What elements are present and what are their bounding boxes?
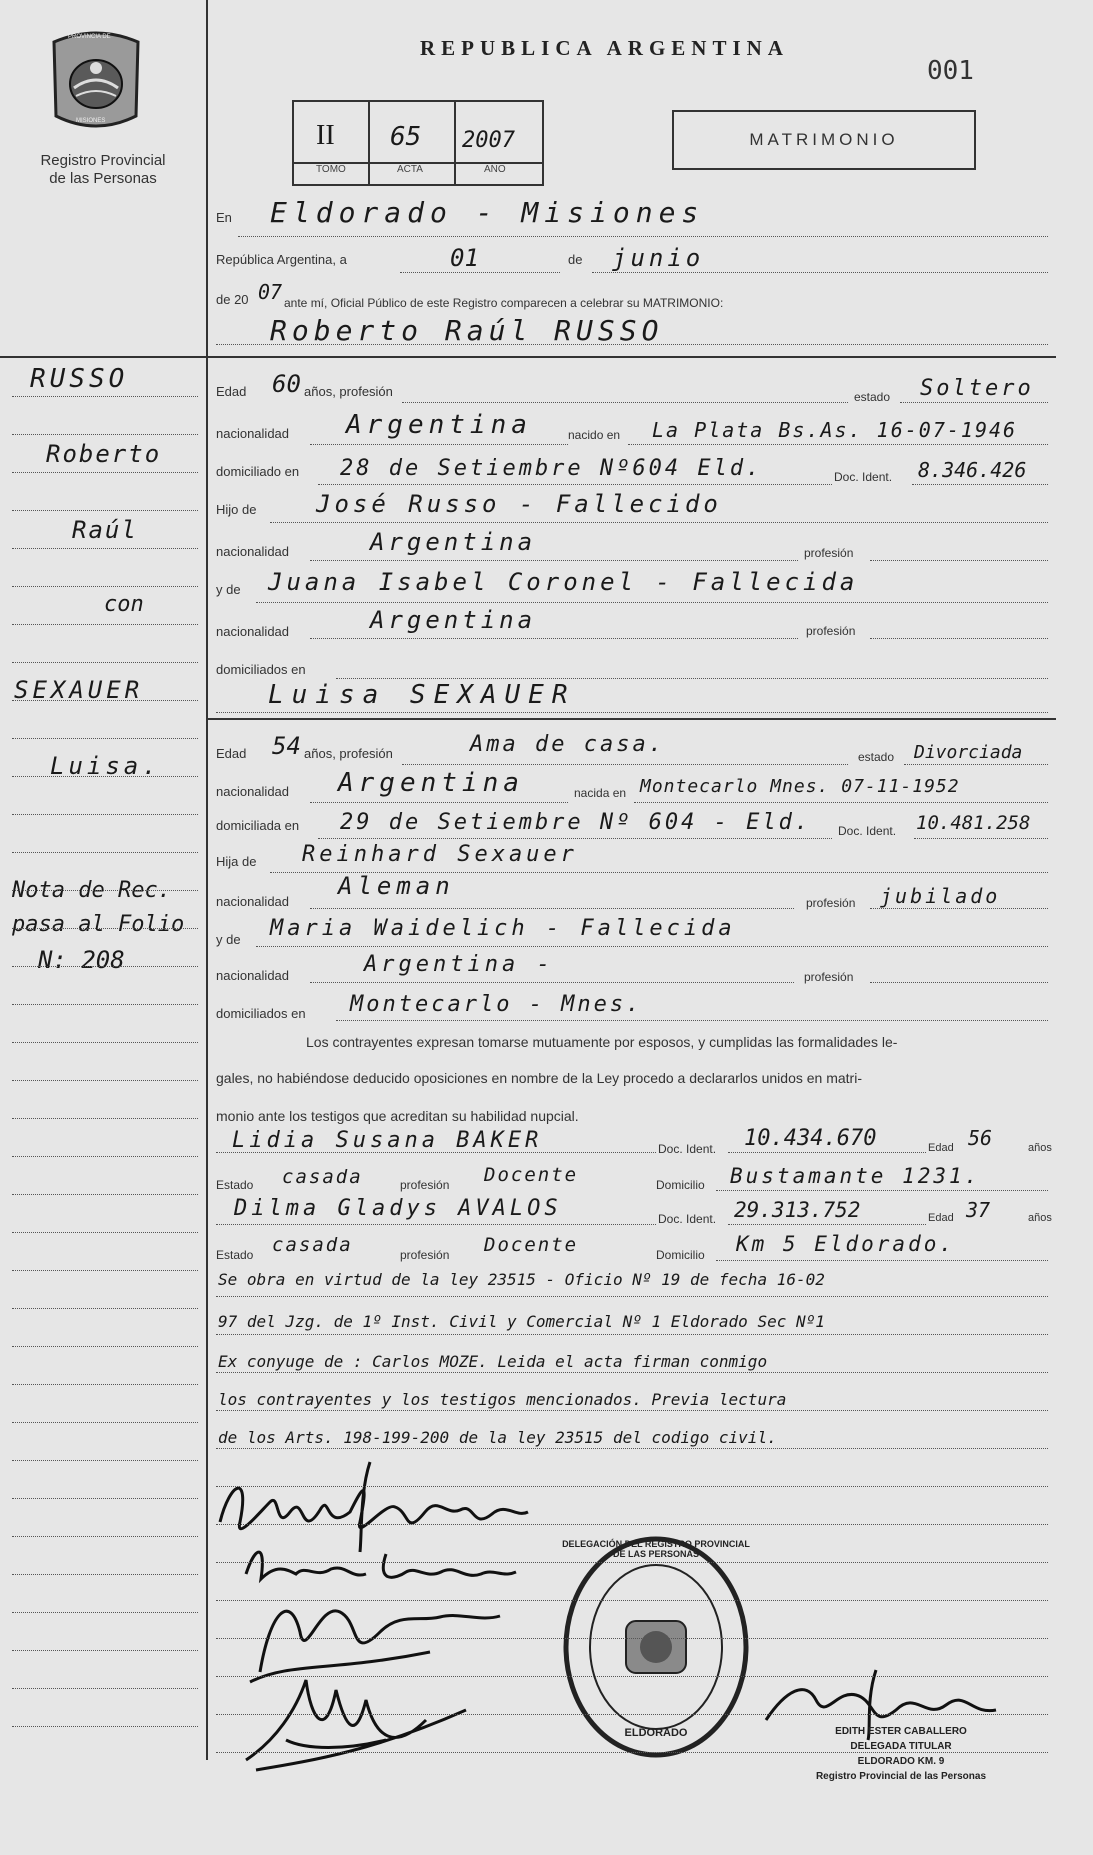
bride-nationality: Argentina [338, 768, 524, 798]
ceremony-year: 07 [258, 280, 283, 304]
margin-rule-line [12, 1042, 198, 1043]
certificate-page: PROVINCIA DE MISIONES Registro Provincial de las Personas REPUBLICA ARGENTINA 001 II 65 2007 TOMO ACTA AÑO MATRIMONIO En Eldorado - Misiones República Argentina, a 01 de junio de 20 07 ante mí, Oficial Público de este Registro comparecen a celebrar su MATRIMONIO: Roberto Raúl RUSSO RUSSO Roberto Raúl con SEXAUER Luisa. Nota de Rec. pasa al Folio N: 208 Edad 60 años, profesión estado Soltero nacionalidad Argentina nacido en La Plata Bs.As. 16-07-1946 domiciliado en 28 de Setiembre Nº604 Eld. Doc. Ident. 8.346.426 Hijo de José Russo - Fallecido nacionalidad Argentina profesión y de Juana Isabel Coronel - Fallecida nacionalidad Argentina profesión domiciliados en Luisa SEXAUER Edad 54 años, profesión Ama de casa. estado Divorciada nacionalidad Argentina nacida en Montecarlo Mnes. 07-11-1952 domiciliada en 29 de Setiembre Nº 604 - Eld. Doc. Ident. 10.481.258 Hija de Reinhard Sexauer nacionalidad Aleman profesión jubilado y de Maria Waidelich - Fallecida nacionalidad Argentina - profesión domiciliados en Montecarlo - Mnes. Los contrayentes expresan tomarse mutuamente por esposos, y cumplidas las formalidades le- gales, no habiéndose deducido oposiciones en nombre de la Ley procedo a declararlos unidos en matri- monio ante los testigos que acreditan su habilidad nupcial. Lidia Susana BAKER Doc. Ident. 10.434.670 Edad 56 años Estado casada profesión Docente Domicilio Bustamante 1231. Dilma Gladys AVALOS Doc. Ident. 29.313.752 Edad 37 años Estado casada profesión Docente Domicilio Km 5 Eldorado. Se obra en virtud de la ley 23515 - Oficio Nº 19 de fecha 16-02 97 del Jzg. de 1º Inst. Civil y Comercial Nº 1 Eldorado Sec Nº1 Ex conyuge de : Carlos MOZE. Leida el acta firman conmigo los contrayentes y los testigos mencionados. Previa lectura de los Arts. 198-199-200 de la ley 23515 del codigo civil. DELEGACIÓN DEL REGISTRO PROVINCIAL DE LAS PERSONAS ELDORADO EDITH ESTER CABALLERO DELEGADA TITULAR ELDORADO KM. 9 Registro Provincial de las Personas [0, 0, 1093, 1855]
note-line-1: Se obra en virtud de la ley 23515 - Oficio Nº 19 de fecha 16-02 [218, 1270, 825, 1289]
declaration-line3: monio ante los testigos que acreditan su habilidad nupcial. [216, 1108, 579, 1124]
margin-rule-line [12, 1232, 198, 1233]
body-rule-line [216, 1410, 1048, 1411]
margin-rule-line [12, 738, 198, 739]
body-rule-line [216, 1752, 1048, 1753]
volume-record-year-box: II 65 2007 TOMO ACTA AÑO [292, 100, 544, 186]
witness2-status: casada [272, 1234, 353, 1256]
official-title: DELEGADA TITULAR [850, 1741, 952, 1752]
witness1-address: Bustamante 1231. [730, 1164, 981, 1188]
bride-mother: Maria Waidelich - Fallecida [270, 916, 736, 941]
note-line-5: de los Arts. 198-199-200 de la ley 23515 del codigo civil. [218, 1428, 777, 1447]
margin-groom-name2: Raúl [72, 516, 138, 544]
bride-father-profession: jubilado [880, 884, 1001, 908]
margin-rule-line [12, 1346, 198, 1347]
margin-rule-line [12, 1004, 198, 1005]
margin-rule-line [12, 1460, 198, 1461]
body-rule-line [216, 1562, 1048, 1563]
margin-rule-line [12, 1194, 198, 1195]
margin-rule-line [12, 890, 198, 891]
margin-bride-surname: SEXAUER [14, 676, 144, 704]
note-line-2: 97 del Jzg. de 1º Inst. Civil y Comercial Nº 1 Eldorado Sec Nº1 [218, 1312, 825, 1331]
registry-stamp [560, 1535, 752, 1760]
bride-doc-id: 10.481.258 [916, 812, 1031, 834]
witness2-profession: Docente [484, 1234, 579, 1256]
margin-rule-line [12, 814, 198, 815]
margin-rule-line [12, 1080, 198, 1081]
margin-rule-line [12, 1156, 198, 1157]
document-number: 001 [927, 56, 974, 86]
groom-mother: Juana Isabel Coronel - Fallecida [268, 568, 859, 596]
body-rule-line [216, 1486, 1048, 1487]
groom-doc-id: 8.346.426 [918, 458, 1027, 482]
ceremony-day: 01 [450, 244, 479, 272]
margin-rule [0, 356, 206, 358]
witness2-age: 37 [966, 1198, 991, 1222]
margin-rule-line [12, 1384, 198, 1385]
margin-con: con [104, 592, 144, 617]
margin-rule-line [12, 662, 198, 663]
bride-age: 54 [272, 732, 301, 760]
groom-age: 60 [272, 370, 301, 398]
margin-note-line3: N: 208 [38, 946, 125, 974]
groom-father-nationality: Argentina [370, 528, 537, 556]
margin-rule-line [12, 586, 198, 587]
province-seal: PROVINCIA DE MISIONES [48, 28, 144, 134]
margin-rule-line [12, 434, 198, 435]
witness2-name: Dilma Gladys AVALOS [234, 1196, 562, 1221]
section-rule-groom [206, 356, 1056, 358]
note-line-4: los contrayentes y los testigos mencionados. Previa lectura [218, 1390, 787, 1409]
margin-rule-line [12, 1726, 198, 1727]
margin-divider [206, 0, 208, 1760]
official-office: ELDORADO KM. 9 [857, 1756, 945, 1767]
record-type-box [672, 110, 976, 170]
margin-groom-name1: Roberto [46, 440, 162, 468]
bride-profession: Ama de casa. [470, 732, 665, 757]
registry-name: Registro Provincial de las Personas [40, 152, 166, 187]
body-rule-line [216, 1714, 1048, 1715]
note-line-3: Ex conyuge de : Carlos MOZE. Leida el acta firman conmigo [218, 1352, 768, 1371]
bride-father: Reinhard Sexauer [302, 842, 578, 867]
groom-father: José Russo - Fallecido [316, 490, 722, 518]
official-name: EDITH ESTER CABALLERO [835, 1726, 967, 1737]
margin-rule-line [12, 1574, 198, 1575]
margin-rule-line [12, 472, 198, 473]
bride-marital-status: Divorciada [914, 742, 1023, 763]
witness2-address: Km 5 Eldorado. [736, 1232, 956, 1256]
witness2-signature [226, 1650, 486, 1780]
body-rule-line [216, 1448, 1048, 1449]
acta-value: 65 [390, 122, 422, 152]
margin-rule-line [12, 548, 198, 549]
margin-note-line1: Nota de Rec. [12, 878, 171, 903]
ceremony-place: Eldorado - Misiones [270, 196, 705, 229]
witness1-status: casada [282, 1166, 363, 1188]
witness1-profession: Docente [484, 1164, 579, 1186]
country-title: REPUBLICA ARGENTINA [420, 36, 789, 60]
bride-birth-place-date: Montecarlo Mnes. 07-11-1952 [640, 776, 960, 797]
groom-full-name: Roberto Raúl RUSSO [270, 314, 664, 347]
margin-rule-line [12, 928, 198, 929]
bride-father-nationality: Aleman [338, 872, 455, 900]
margin-rule-line [12, 1308, 198, 1309]
bride-full-name: Luisa SEXAUER [268, 680, 576, 710]
bride-parents-address: Montecarlo - Mnes. [350, 992, 643, 1017]
margin-rule-line [12, 966, 198, 967]
margin-rule-line [12, 1612, 198, 1613]
body-rule-line [216, 1296, 1048, 1297]
margin-bride-name: Luisa. [50, 752, 161, 780]
margin-rule-line [12, 510, 198, 511]
groom-marital-status: Soltero [920, 376, 1034, 401]
margin-rule-line [12, 1650, 198, 1651]
record-type: MATRIMONIO [749, 130, 899, 149]
official-registry: Registro Provincial de las Personas [815, 1771, 987, 1782]
margin-rule-line [12, 852, 198, 853]
margin-rule-line [12, 776, 198, 777]
bride-address: 29 de Setiembre Nº 604 - Eld. [340, 810, 812, 835]
margin-rule-line [12, 1688, 198, 1689]
margin-rule-line [12, 1270, 198, 1271]
witness1-age: 56 [968, 1126, 993, 1150]
body-rule-line [216, 1638, 1048, 1639]
body-rule-line [216, 1676, 1048, 1677]
tomo-value: II [316, 120, 335, 151]
witness1-name: Lidia Susana BAKER [232, 1128, 543, 1153]
margin-rule-line [12, 700, 198, 701]
body-rule-line [216, 1600, 1048, 1601]
stamp-ring-text: DELEGACIÓN DEL REGISTRO PROVINCIAL DE LAS PERSONAS [562, 1539, 750, 1559]
witness1-doc-id: 10.434.670 [744, 1126, 877, 1151]
margin-rule-line [12, 1498, 198, 1499]
margin-groom-surname: RUSSO [30, 364, 129, 394]
section-rule-bride [206, 718, 1056, 720]
ceremony-month: junio [612, 244, 705, 272]
margin-rule-line [12, 624, 198, 625]
body-rule-line [216, 1524, 1048, 1525]
margin-rule-line [12, 1118, 198, 1119]
margin-note-line2: pasa al Folio [12, 912, 185, 937]
stamp-city: ELDORADO [624, 1727, 688, 1739]
margin-rule-line [12, 1536, 198, 1537]
witness2-doc-id: 29.313.752 [734, 1198, 861, 1222]
groom-address: 28 de Setiembre Nº604 Eld. [340, 456, 763, 481]
declaration-line1: Los contrayentes expresan tomarse mutuamente por esposos, y cumplidas las formalidades le- [306, 1034, 898, 1050]
margin-rule-line [12, 396, 198, 397]
official-block [786, 1724, 1016, 1784]
groom-nationality: Argentina [346, 410, 532, 440]
body-rule-line [216, 1372, 1048, 1373]
bride-mother-nationality: Argentina - [364, 952, 554, 977]
groom-mother-nationality: Argentina [370, 606, 537, 634]
margin-rule-line [12, 1422, 198, 1423]
groom-birth-place-date: La Plata Bs.As. 16-07-1946 [652, 418, 1018, 442]
declaration-line2: gales, no habiéndose deducido oposiciones en nombre de la Ley procedo a declararlos unidos en matri- [216, 1070, 862, 1086]
body-rule-line [216, 1334, 1048, 1335]
anio-value: 2007 [462, 128, 515, 153]
